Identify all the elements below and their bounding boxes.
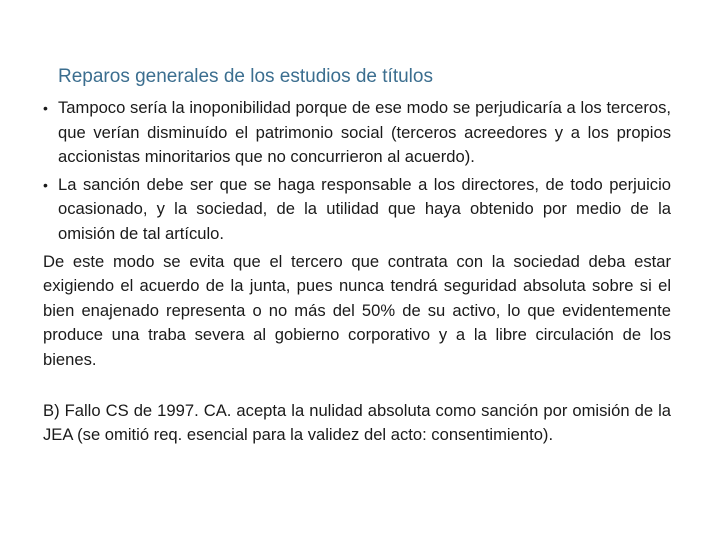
slide-content: [43, 96, 671, 448]
body-paragraph: De este modo se evita que el tercero que contrata con la sociedad deba estar exigiendo el acuerdo de la junta, pues nunca tendrá seguridad absoluta sobre si el bien enajenado representa o no más del 50% de su activo, lo que evidentemente produce una traba severa al gobierno corporativo y a la libre circulación de los bienes.: [43, 251, 671, 369]
bullet-icon: •: [43, 100, 48, 116]
bullet-text: La sanción debe ser que se haga responsable a los directores, de todo perjuicio ocasionado, y la sociedad, de la utilidad que haya obtenido por medio de la omisión de tal artículo.: [58, 174, 671, 243]
bullet-item: [43, 173, 671, 247]
body-paragraph: B) Fallo CS de 1997. CA. acepta la nulidad absoluta como sanción por omisión de la JEA (se omitió req. esencial para la validez del acto: consentimiento).: [43, 400, 671, 445]
bullet-item: [43, 96, 671, 170]
slide-title: Reparos generales de los estudios de títulos: [58, 66, 433, 87]
bullet-icon: •: [43, 176, 48, 193]
bullet-text: Tampoco sería la inoponibilidad porque de ese modo se perjudicaría a los terceros, que verían disminuído el patrimonio social (terceros acreedores y a los propios accionistas minoritarios que no concurrieron al acuerdo).: [58, 98, 671, 167]
